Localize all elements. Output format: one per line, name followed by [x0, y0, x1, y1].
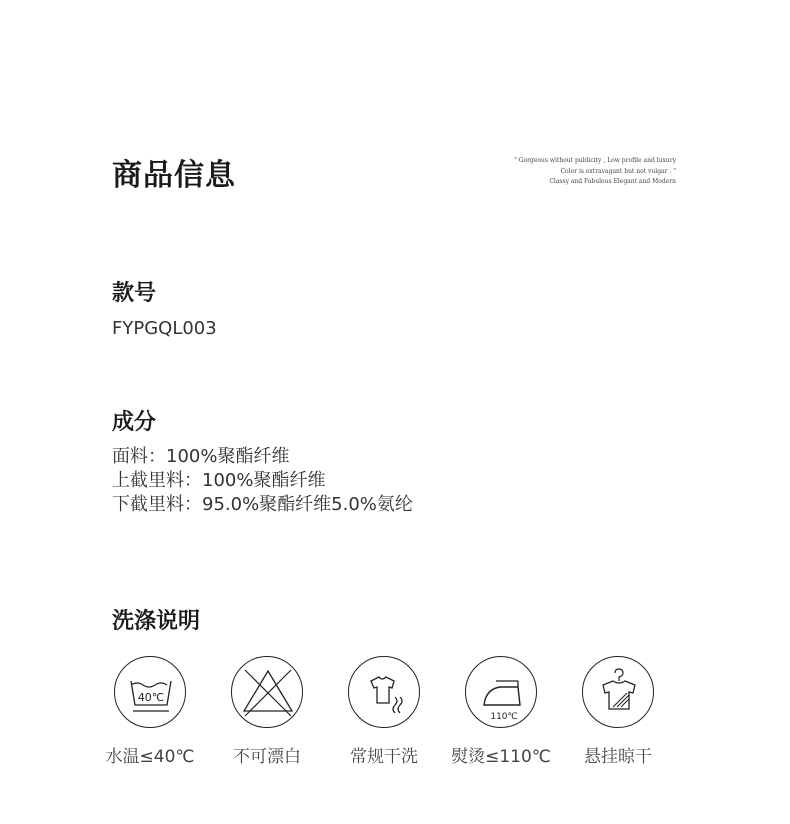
regular-dry-clean-icon: [348, 656, 420, 728]
composition-line: 下截里料：95.0%聚酯纤维5.0%氨纶: [112, 494, 413, 515]
care-label: 不可漂白: [233, 747, 301, 767]
care-label: 水温≤40℃: [105, 747, 195, 767]
care-label: 悬挂晾干: [584, 747, 652, 767]
composition-list: [112, 445, 413, 517]
composition-line: 面料：100%聚酯纤维: [112, 446, 290, 467]
care-item-iron: [446, 656, 556, 767]
wash-40-icon: [114, 656, 186, 728]
slogan-line: Classy and Fabulous Elegant and Modern: [549, 178, 676, 185]
care-item-hang: [563, 656, 673, 767]
hang-dry-icon: [582, 656, 654, 728]
care-label: 常规干洗: [350, 747, 418, 767]
slogan: [416, 156, 676, 188]
care-item-wash: [95, 656, 205, 767]
care-label: 熨烫≤110℃: [451, 747, 551, 767]
slogan-line: " Gorgeous without publicity , Low profile and luxury: [514, 157, 676, 164]
care-item-dryclean: [329, 656, 439, 767]
style-no-value: FYPGQL003: [112, 318, 217, 339]
page-title: 商品信息: [112, 158, 236, 193]
composition-heading: 成分: [112, 410, 157, 435]
style-no-heading: 款号: [112, 281, 157, 306]
care-item-bleach: [212, 656, 322, 767]
no-bleach-icon: [231, 656, 303, 728]
slogan-line: Color is extravagant but not vulgar . ": [560, 167, 676, 175]
care-heading: 洗涤说明: [112, 609, 201, 634]
composition-line: 上截里料：100%聚酯纤维: [112, 470, 326, 491]
iron-temp-text: 110℃: [490, 712, 518, 722]
wash-temp-text: 40℃: [137, 691, 165, 704]
iron-110-icon: [465, 656, 537, 728]
